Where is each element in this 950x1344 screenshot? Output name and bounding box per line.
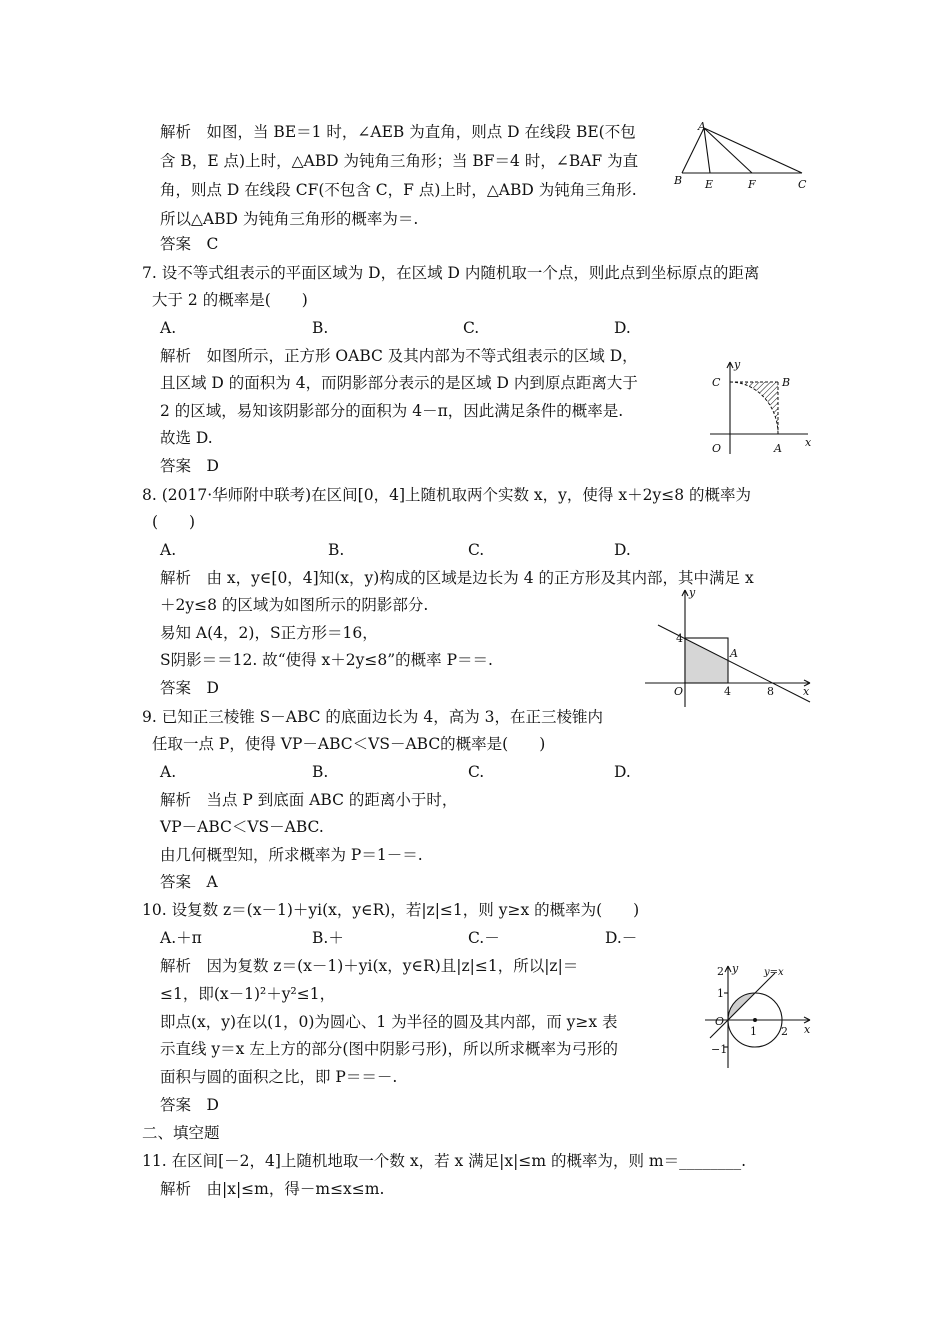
label-e: E: [705, 178, 714, 191]
tick-y-minus-1: −1: [711, 1043, 728, 1056]
answer-9: 答案 A: [160, 873, 218, 891]
tick-x-1: 1: [750, 1025, 757, 1038]
tick-8-x: 8: [767, 685, 774, 698]
answer-7: 答案 D: [160, 457, 219, 475]
solution-9-line-3: 由几何概型知，所求概率为 P＝1－＝.: [160, 846, 423, 864]
solution-10-line-2: ≤1，即(x－1)²＋y²≤1，: [160, 985, 336, 1003]
solution-10-line-1: 解析 因为复数 z＝(x－1)＋yi(x，y∈R)且|z|≤1，所以|z|＝: [160, 957, 579, 975]
answer-6: 答案 C: [160, 235, 219, 253]
figure-triangle-abc: [672, 120, 812, 195]
tick-y-2: 2: [717, 965, 724, 978]
solution-8-line-4: S阴影＝＝12. 故“使得 x＋2y≤8”的概率 P＝＝.: [160, 651, 493, 669]
tick-4-x: 4: [724, 685, 731, 698]
question-10-line-1: 10. 设复数 z＝(x－1)＋yi(x，y∈R)，若|z|≤1，则 y≥x 的概率为( ): [142, 901, 640, 919]
option-7-a: A.: [160, 319, 177, 337]
option-9-c: C.: [468, 763, 485, 781]
option-9-d: D.: [614, 763, 631, 781]
solution-6-line-4: 所以△ABD 为钝角三角形的概率为＝.: [160, 210, 419, 228]
option-10-a: A.＋π: [160, 929, 202, 947]
label-y: y: [689, 586, 696, 599]
question-11-line-1: 11. 在区间[－2，4]上随机地取一个数 x，若 x 满足|x|≤m 的概率为，则 m＝________.: [142, 1152, 747, 1170]
option-8-b: B.: [328, 541, 345, 559]
solution-10-line-4: 示直线 y＝x 左上方的部分(图中阴影弓形)，所以所求概率为弓形的: [160, 1040, 618, 1058]
tick-4-y: 4: [676, 632, 683, 645]
solution-10-line-3: 即点(x，y)在以(1，0)为圆心、1 为半径的圆及其内部，而 y≥x 表: [160, 1013, 618, 1031]
label-x: x: [803, 685, 810, 698]
solution-9-line-2: VP－ABC＜VS－ABC.: [160, 818, 324, 836]
solution-10-line-5: 面积与圆的面积之比，即 P＝＝－.: [160, 1068, 398, 1086]
option-10-c: C.－: [468, 929, 500, 947]
question-7-line-2: 大于 2 的概率是( ): [152, 291, 308, 309]
option-8-c: C.: [468, 541, 485, 559]
label-x: x: [804, 1023, 811, 1036]
label-y: y: [732, 962, 739, 975]
option-8-d: D.: [614, 541, 631, 559]
solution-7-line-3: 2 的区域，易知该阴影部分的面积为 4－π，因此满足条件的概率是.: [160, 402, 624, 420]
solution-6-line-2: 含 B，E 点)上时，△ABD 为钝角三角形；当 BF＝4 时，∠BAF 为直: [160, 152, 639, 170]
option-10-d: D.－: [605, 929, 638, 947]
label-a: A: [698, 120, 706, 133]
option-10-b: B.＋: [312, 929, 344, 947]
question-9-line-2: 任取一点 P，使得 VP－ABC＜VS－ABC的概率是( ): [152, 735, 546, 753]
solution-8-line-2: ＋2y≤8 的区域为如图所示的阴影部分.: [160, 596, 429, 614]
tick-x-2: 2: [781, 1025, 788, 1038]
label-b: B: [782, 376, 791, 389]
label-a: A: [774, 442, 782, 455]
question-8-line-2: ( ): [152, 513, 196, 531]
figure-circle-segment: [700, 963, 815, 1073]
solution-7-line-1: 解析 如图所示，正方形 OABC 及其内部为不等式组表示的区域 D，: [160, 347, 638, 365]
option-8-a: A.: [160, 541, 177, 559]
solution-8-line-3: 易知 A(4，2)，S正方形＝16，: [160, 624, 378, 642]
solution-6-line-3: 角，则点 D 在线段 CF(不包含 C，F 点)上时，△ABD 为钝角三角形.: [160, 181, 637, 199]
solution-9-line-1: 解析 当点 P 到底面 ABC 的距离小于时，: [160, 791, 458, 809]
solution-6-line-1: 解析 如图，当 BE＝1 时，∠AEB 为直角，则点 D 在线段 BE(不包: [160, 123, 636, 141]
label-line-y-eq-x: y=x: [764, 967, 784, 978]
option-9-b: B.: [312, 763, 329, 781]
question-9-line-1: 9. 已知正三棱锥 S－ABC 的底面边长为 4，高为 3，在正三棱锥内: [142, 708, 603, 726]
answer-8: 答案 D: [160, 679, 219, 697]
solution-8-line-1: 解析 由 x，y∈[0，4]知(x，y)构成的区域是边长为 4 的正方形及其内部，其中满足 x: [160, 569, 754, 587]
tick-y-1: 1: [717, 987, 724, 1000]
label-c: C: [712, 376, 721, 389]
label-b: B: [674, 174, 683, 187]
question-7-line-1: 7. 设不等式组表示的平面区域为 D，在区域 D 内随机取一个点，则此点到坐标原点的距离: [142, 264, 760, 282]
label-o: O: [712, 442, 722, 455]
section-title-fill-in: 二、填空题: [142, 1124, 220, 1142]
label-o: O: [674, 685, 684, 698]
label-o: O: [715, 1015, 725, 1028]
option-7-c: C.: [463, 319, 480, 337]
solution-7-line-4: 故选 D.: [160, 429, 213, 447]
solution-11-line-1: 解析 由|x|≤m，得－m≤x≤m.: [160, 1180, 385, 1198]
option-7-b: B.: [312, 319, 329, 337]
solution-7-line-2: 且区域 D 的面积为 4，而阴影部分表示的是区域 D 内到原点距离大于: [160, 374, 638, 392]
option-9-a: A.: [160, 763, 177, 781]
question-8-line-1: 8. (2017·华师附中联考)在区间[0，4]上随机取两个实数 x，y，使得 x＋2y≤8 的概率为: [142, 486, 751, 504]
label-c: C: [798, 178, 807, 191]
answer-10: 答案 D: [160, 1096, 219, 1114]
label-x: x: [805, 436, 812, 449]
label-y: y: [734, 358, 741, 371]
figure-square-quarter-circle: [700, 356, 815, 456]
label-f: F: [748, 178, 756, 191]
label-a: A: [730, 647, 738, 660]
figure-region-x2y: [640, 585, 815, 710]
option-7-d: D.: [614, 319, 631, 337]
